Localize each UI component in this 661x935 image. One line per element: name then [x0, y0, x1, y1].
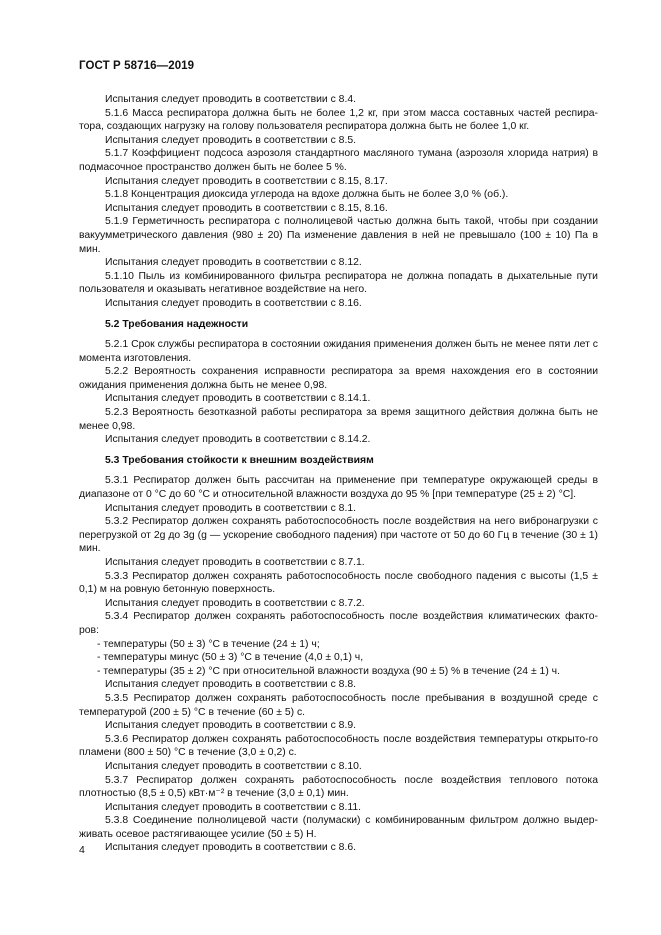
clause-5-1-10: 5.1.10 Пыль из комбинированного фильтра респиратора не должна попадать в дыхательные пути пользователя и оказывать негативное воздействие на него.: [79, 270, 598, 296]
clause-5-3-8: 5.3.8 Соединение полнолицевой части (полумаски) с комбинированным фильтром должно выдер-живать осевое растягивающее усилие (50 ± 5) Н.: [79, 815, 598, 840]
clause-5-3-3: 5.3.3 Респиратор должен сохранять работоспособность после свободного падения с высоты (1,5 ± 0,1) м на ровную бетонную поверхность.: [79, 570, 598, 596]
paragraph: Испытания следует проводить в соответствии с 8.15, 8.17.: [105, 175, 388, 187]
clause-5-2-3: 5.2.3 Вероятность безотказной работы респиратора за время защитного действия должна быть не менее 0,98.: [79, 407, 598, 432]
paragraph: Испытания следует проводить в соответствии с 8.8.: [105, 679, 356, 691]
document-header: ГОСТ Р 58716—2019: [79, 60, 195, 72]
paragraph: Испытания следует проводить в соответствии с 8.16.: [105, 297, 362, 309]
clause-5-2-2: 5.2.2 Вероятность сохранения исправности респиратора за время нахождения его в состоянии ожидания применения должна быть не менее 0,98.: [79, 366, 598, 391]
paragraph: Испытания следует проводить в соответствии с 8.11.: [105, 801, 362, 813]
clause-5-1-8: 5.1.8 Концентрация диоксида углерода на вдохе должна быть не более 3,0 % (об.).: [105, 189, 509, 201]
section-heading-5-3: 5.3 Требования стойкости к внешним воздействиям: [105, 454, 374, 466]
list-item: - температуры (35 ± 2) °С при относительной влажности воздуха (90 ± 5) % в течение (24 ± 1) ч.: [97, 665, 560, 677]
clause-5-3-7: 5.3.7 Респиратор должен сохранять работоспособность после воздействия теплового потока плотностью (8,5 ± 0,5) кВт·м⁻² в течение (3,0 ± 0,1) мин.: [79, 774, 598, 800]
clause-5-3-5: 5.3.5 Респиратор должен сохранять работоспособность после пребывания в воздушной среде с температурой (200 ± 5) °С в течение (60 ± 5) с.: [79, 692, 598, 718]
paragraph: Испытания следует проводить в соответствии с 8.9.: [105, 720, 356, 732]
paragraph: Испытания следует проводить в соответствии с 8.7.2.: [105, 597, 365, 609]
list-item: - температуры минус (50 ± 3) °С в течение (4,0 ± 0,1) ч,: [97, 652, 364, 664]
paragraph: Испытания следует проводить в соответствии с 8.1.: [105, 502, 356, 514]
paragraph: Испытания следует проводить в соответствии с 8.5.: [105, 134, 356, 146]
document-body: [79, 93, 598, 855]
paragraph: Испытания следует проводить в соответствии с 8.10.: [105, 760, 362, 772]
clause-5-3-4: 5.3.4 Респиратор должен сохранять работоспособность после воздействия климатических факто-ров:: [79, 611, 598, 636]
paragraph: Испытания следует проводить в соответствии с 8.15, 8.16.: [105, 202, 388, 214]
clause-5-3-2: 5.3.2 Респиратор должен сохранять работоспособность после воздействия на него вибронагрузки с перегрузкой от 2g до 3g (g — ускорение свободного падения) при частоте от 50 до 60 Гц в течение (30 ± 1) мин.: [79, 516, 598, 555]
paragraph: Испытания следует проводить в соответствии с 8.14.1.: [105, 393, 371, 405]
paragraph: Испытания следует проводить в соответствии с 8.7.1.: [105, 557, 365, 568]
paragraph: Испытания следует проводить в соответствии с 8.4.: [105, 94, 356, 105]
clause-5-3-1: 5.3.1 Респиратор должен быть рассчитан на применение при температуре окружающей среды в диапазоне от 0 °С до 60 °С и относительной влажности воздуха до 95 % [при температуре (25 ± 2) °С].: [79, 475, 598, 501]
section-heading-5-2: 5.2 Требования надежности: [105, 318, 249, 330]
clause-5-1-9: 5.1.9 Герметичность респиратора с полнолицевой частью должна быть такой, чтобы при создании вакуумметрического давления (980 ± 20) Па изменение давления в ней не превышало (100 ± 10) Па в мин.: [79, 216, 598, 255]
paragraph: Испытания следует проводить в соответствии с 8.12.: [105, 257, 362, 269]
page-number: 4: [79, 844, 85, 856]
clause-5-1-7: 5.1.7 Коэффициент подсоса аэрозоля стандартного масляного тумана (аэрозоля хлорида натрия) в подмасочное пространство должен быть не более 5 %.: [79, 148, 598, 173]
clause-5-1-6: 5.1.6 Масса респиратора должна быть не более 1,2 кг, при этом масса составных частей респира-тора, создающих нагрузку на голову пользователя респиратора должна быть не более 1,0 кг.: [79, 107, 598, 133]
list-item: - температуры (50 ± 3) °С в течение (24 ± 1) ч;: [97, 638, 320, 650]
paragraph: Испытания следует проводить в соответствии с 8.6.: [105, 842, 356, 854]
clause-5-2-1: 5.2.1 Срок службы респиратора в состоянии ожидания применения должен быть не менее пяти лет с момента изготовления.: [79, 339, 598, 364]
clause-5-3-6: 5.3.6 Респиратор должен сохранять работоспособность после воздействия температуры открыто-го пламени (800 ± 50) °С в течение (3,0 ± 0,2) с.: [79, 733, 598, 759]
paragraph: Испытания следует проводить в соответствии с 8.14.2.: [105, 434, 371, 446]
